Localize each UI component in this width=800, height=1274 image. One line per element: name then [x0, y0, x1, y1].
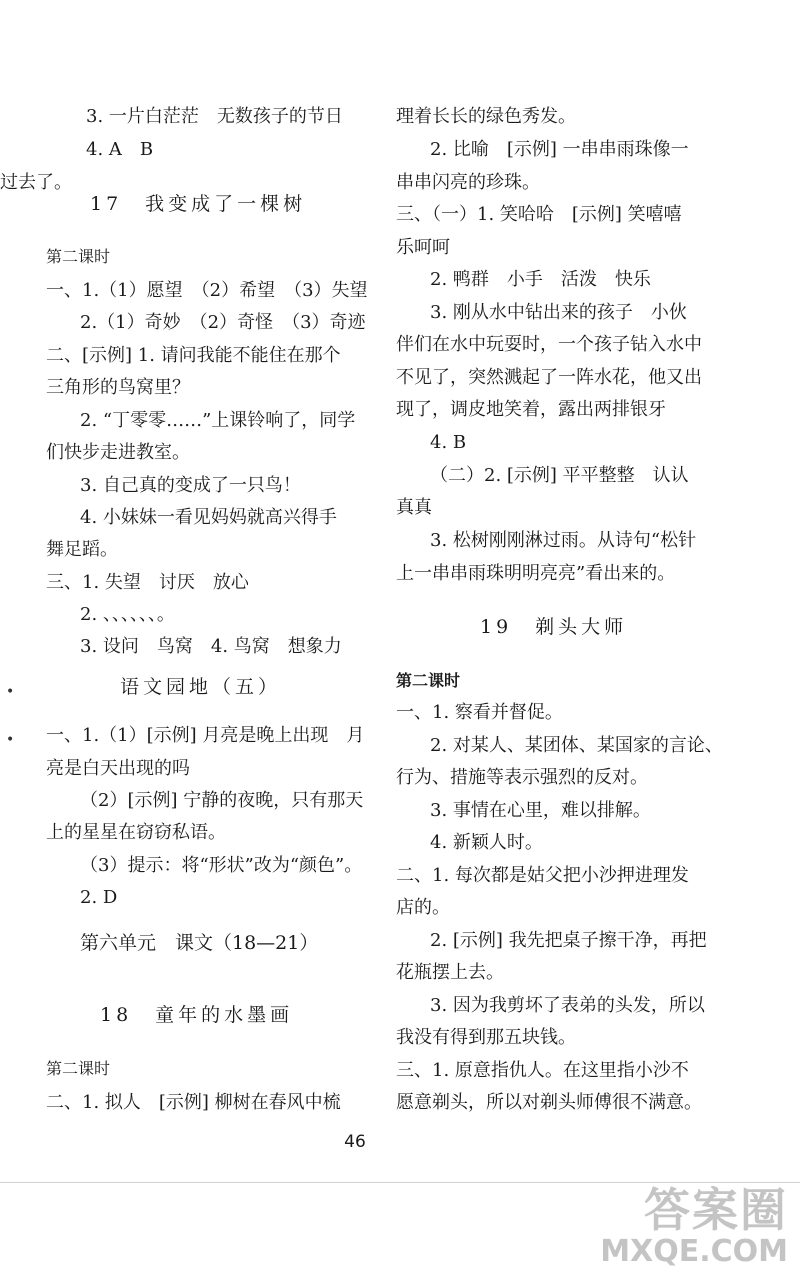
lesson-title: 17 我变成了一棵树: [90, 193, 307, 215]
answer-line: 4. B: [430, 432, 467, 453]
answer-line: 行为、措施等表示强烈的反对。: [396, 767, 648, 788]
answer-line: 4. 新颖人时。: [430, 832, 543, 853]
answer-line: 乐呵呵: [396, 237, 450, 258]
page-number: 46: [344, 1132, 366, 1152]
lesson-title: 18 童年的水墨画: [100, 1004, 294, 1026]
answer-line: 过去了。: [0, 172, 72, 193]
answer-line: 二、[示例] 1. 请问我能不能住在那个: [46, 345, 341, 366]
answer-line: 三、1. 原意指仇人。在这里指小沙不: [396, 1060, 689, 1081]
answer-line: 3. 设问 鸟窝 4. 鸟窝 想象力: [80, 636, 342, 657]
answer-line: 3. 因为我剪坏了表弟的头发，所以: [430, 995, 705, 1016]
answer-line: （3）提示：将“形状”改为“颜色”。: [80, 855, 363, 876]
answer-line: （二）2. [示例] 平平整整 认认: [430, 465, 689, 486]
answer-line: 一、1.（1）[示例] 月亮是晚上出现 月: [46, 725, 365, 746]
section-subtitle: 第二课时: [396, 671, 461, 690]
answer-line: 一、1.（1）愿望 （2）希望 （3）失望: [46, 280, 368, 301]
answer-line: 串串闪亮的珍珠。: [396, 172, 540, 193]
answer-line: 二、1. 拟人 [示例] 柳树在春风中梳: [46, 1092, 341, 1113]
answer-line: 2. “丁零零……”上课铃响了，同学: [80, 410, 356, 431]
answer-line: 店的。: [396, 897, 450, 918]
answer-line: 3. 一片白茫茫 无数孩子的节日: [86, 106, 343, 127]
answer-line: 我没有得到那五块钱。: [396, 1027, 576, 1048]
answer-line: 2.（1）奇妙 （2）奇怪 （3）奇迹: [80, 312, 366, 333]
answer-line: 三、（一）1. 笑哈哈 [示例] 笑嘻嘻: [396, 204, 682, 225]
answer-line: 伴们在水中玩耍时，一个孩子钻入水中: [396, 334, 702, 355]
lesson-title: 19 剃头大师: [480, 616, 628, 638]
answer-line: 愿意剃头，所以对剃头师傅很不满意。: [396, 1092, 702, 1113]
answer-line: 二、1. 每次都是姑父把小沙押进理发: [396, 865, 689, 886]
answer-line: 4. 小妹妹一看见妈妈就高兴得手: [80, 507, 337, 528]
watermark-logo: 答案圈: [644, 1183, 788, 1237]
answer-line: 2. 对某人、某团体、某国家的言论、: [430, 735, 723, 756]
answer-line: 不见了，突然溅起了一阵水花，他又出: [396, 367, 702, 388]
answer-line: 2. D: [80, 887, 118, 908]
section-subtitle: 第二课时: [46, 247, 111, 266]
answer-line: （2）[示例] 宁静的夜晚，只有那天: [80, 790, 364, 811]
margin-mark: •: [6, 684, 15, 700]
answer-line: 三、1. 失望 讨厌 放心: [46, 572, 249, 593]
answer-line: 2. 鸭群 小手 活泼 快乐: [430, 269, 651, 290]
answer-line: 一、1. 察看并督促。: [396, 702, 563, 723]
margin-mark: •: [6, 732, 15, 748]
watermark-url: MXQE.COM: [600, 1234, 788, 1269]
section-title: 语文园地（五）: [120, 676, 282, 698]
answer-line: 3. 自己真的变成了一只鸟！: [80, 475, 301, 496]
unit-title: 第六单元 课文（18—21）: [80, 932, 319, 954]
answer-line: 真真: [396, 497, 432, 518]
answer-line: 上的星星在窃窃私语。: [46, 822, 226, 843]
answer-line: 花瓶摆上去。: [396, 962, 504, 983]
answer-line: 现了，调皮地笑着，露出两排银牙: [396, 399, 666, 420]
answer-line: 3. 事情在心里，难以排解。: [430, 800, 651, 821]
answer-line: 们快步走进教室。: [46, 442, 190, 463]
answer-line: 2. [示例] 我先把桌子擦干净，再把: [430, 930, 707, 951]
answer-line: 舞足蹈。: [46, 539, 118, 560]
answer-line: 4. A B: [86, 139, 154, 160]
watermark: [600, 1184, 788, 1268]
answer-line: 理着长长的绿色秀发。: [396, 106, 576, 127]
answer-line: 3. 松树刚刚淋过雨。从诗句“松针: [430, 530, 697, 551]
answer-line: 上一串串雨珠明明亮亮”看出来的。: [396, 563, 676, 584]
answer-line: 3. 刚从水中钻出来的孩子 小伙: [430, 302, 687, 323]
answer-line: 2. 比喻 [示例] 一串串雨珠像一: [430, 139, 689, 160]
answer-line: 2. 、、、、、、。: [80, 604, 175, 625]
answer-line: 三角形的鸟窝里？: [46, 377, 190, 398]
section-subtitle: 第二课时: [46, 1059, 111, 1078]
answer-line: 亮是白天出现的吗: [46, 758, 190, 779]
